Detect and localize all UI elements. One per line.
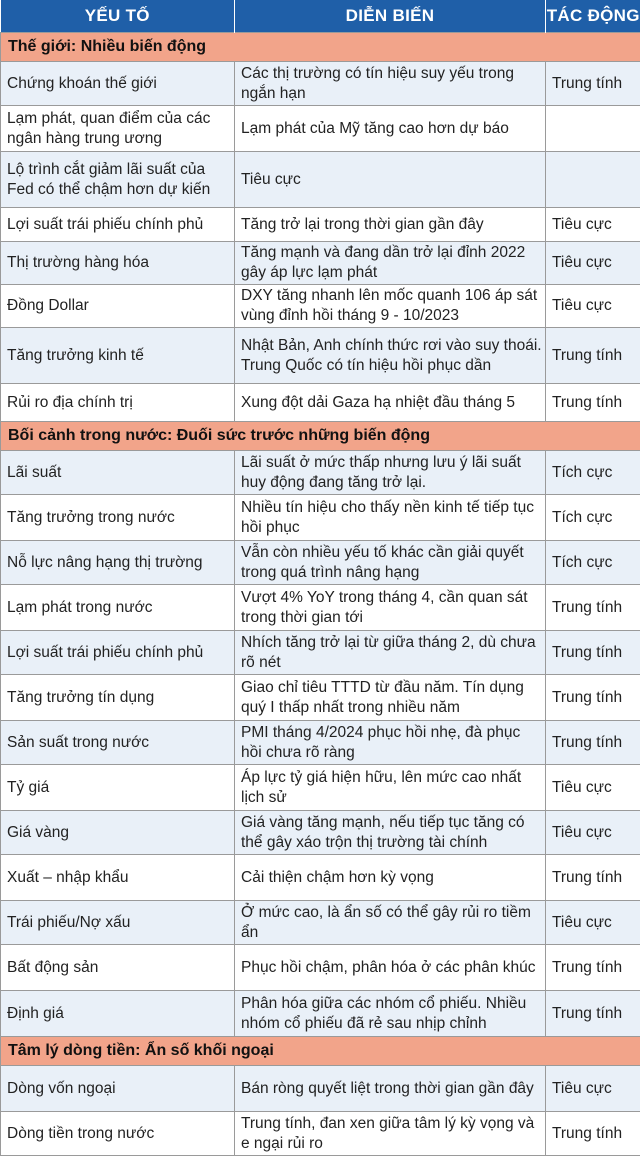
- cell-impact: Tiêu cực: [546, 1066, 640, 1112]
- header-impact: TÁC ĐỘNG: [546, 0, 640, 33]
- cell-impact: Tiêu cực: [546, 242, 640, 285]
- cell-factor: Lạm phát trong nước: [1, 585, 235, 631]
- section-header: [1, 422, 640, 451]
- cell-impact: [546, 152, 640, 208]
- table-row: [1, 451, 640, 495]
- cell-trend: Giá vàng tăng mạnh, nếu tiếp tục tăng có thể gây xáo trộn thị trường tài chính: [235, 811, 546, 855]
- cell-trend: Giao chỉ tiêu TTTD từ đầu năm. Tín dụng quý I thấp nhất trong nhiều năm: [235, 675, 546, 721]
- cell-factor: Trái phiếu/Nợ xấu: [1, 901, 235, 945]
- cell-factor: Bất động sản: [1, 945, 235, 991]
- table-row: [1, 855, 640, 901]
- table-row: [1, 285, 640, 328]
- cell-impact: Tiêu cực: [546, 208, 640, 242]
- cell-impact: Trung tính: [546, 675, 640, 721]
- cell-factor: Sản suất trong nước: [1, 721, 235, 765]
- cell-trend: Trung tính, đan xen giữa tâm lý kỳ vọng và e ngại rủi ro: [235, 1112, 546, 1156]
- table-row: [1, 328, 640, 384]
- cell-impact: Tích cực: [546, 451, 640, 495]
- table-header: [1, 0, 640, 33]
- cell-trend: Cải thiện chậm hơn kỳ vọng: [235, 855, 546, 901]
- cell-factor: Dòng vốn ngoại: [1, 1066, 235, 1112]
- cell-impact: Tiêu cực: [546, 901, 640, 945]
- table-row: [1, 541, 640, 585]
- cell-trend: Áp lực tỷ giá hiện hữu, lên mức cao nhất lịch sử: [235, 765, 546, 811]
- table-row: [1, 495, 640, 541]
- cell-impact: Tích cực: [546, 541, 640, 585]
- cell-trend: Ở mức cao, là ẩn số có thể gây rủi ro tiềm ẩn: [235, 901, 546, 945]
- section-title: Tâm lý dòng tiền: Ẩn số khối ngoại: [1, 1037, 640, 1066]
- table-row: [1, 1066, 640, 1112]
- cell-trend: Tăng trở lại trong thời gian gần đây: [235, 208, 546, 242]
- header-trend: DIỄN BIẾN: [235, 0, 546, 33]
- cell-trend: Tăng mạnh và đang dần trở lại đỉnh 2022 gây áp lực lạm phát: [235, 242, 546, 285]
- section-header: [1, 33, 640, 62]
- cell-impact: Trung tính: [546, 585, 640, 631]
- section-title: Bối cảnh trong nước: Đuối sức trước những biến động: [1, 422, 640, 451]
- table-row: [1, 62, 640, 106]
- table-row: [1, 152, 640, 208]
- table-row: [1, 901, 640, 945]
- table-body: [1, 33, 640, 1156]
- cell-trend: Vượt 4% YoY trong tháng 4, cần quan sát trong thời gian tới: [235, 585, 546, 631]
- cell-impact: Trung tính: [546, 62, 640, 106]
- cell-impact: Trung tính: [546, 1112, 640, 1156]
- table-row: [1, 765, 640, 811]
- cell-trend: Nhiều tín hiệu cho thấy nền kinh tế tiếp tục hồi phục: [235, 495, 546, 541]
- cell-impact: Trung tính: [546, 855, 640, 901]
- section-header: [1, 1037, 640, 1066]
- cell-factor: Lợi suất trái phiếu chính phủ: [1, 631, 235, 675]
- cell-impact: Tiêu cực: [546, 765, 640, 811]
- cell-factor: Giá vàng: [1, 811, 235, 855]
- section-title: Thế giới: Nhiều biến động: [1, 33, 640, 62]
- cell-factor: Tỷ giá: [1, 765, 235, 811]
- cell-factor: Tăng trưởng kinh tế: [1, 328, 235, 384]
- table-row: [1, 208, 640, 242]
- cell-trend: Các thị trường có tín hiệu suy yếu trong ngắn hạn: [235, 62, 546, 106]
- cell-impact: Trung tính: [546, 945, 640, 991]
- cell-factor: Lộ trình cắt giảm lãi suất của Fed có thể chậm hơn dự kiến: [1, 152, 235, 208]
- cell-trend: Phân hóa giữa các nhóm cổ phiếu. Nhiều nhóm cổ phiếu đã rẻ sau nhịp chỉnh: [235, 991, 546, 1037]
- cell-impact: Trung tính: [546, 721, 640, 765]
- table-row: [1, 811, 640, 855]
- cell-trend: Tiêu cực: [235, 152, 546, 208]
- table-row: [1, 242, 640, 285]
- cell-factor: Lãi suất: [1, 451, 235, 495]
- cell-trend: Lãi suất ở mức thấp nhưng lưu ý lãi suất huy động đang tăng trở lại.: [235, 451, 546, 495]
- cell-trend: PMI tháng 4/2024 phục hồi nhẹ, đà phục hồi chưa rõ ràng: [235, 721, 546, 765]
- cell-trend: Nhật Bản, Anh chính thức rơi vào suy thoái. Trung Quốc có tín hiệu hồi phục dần: [235, 328, 546, 384]
- cell-factor: Rủi ro địa chính trị: [1, 384, 235, 422]
- cell-factor: Định giá: [1, 991, 235, 1037]
- cell-trend: DXY tăng nhanh lên mốc quanh 106 áp sát vùng đỉnh hồi tháng 9 - 10/2023: [235, 285, 546, 328]
- table-row: [1, 945, 640, 991]
- cell-impact: Trung tính: [546, 328, 640, 384]
- cell-factor: Xuất – nhập khẩu: [1, 855, 235, 901]
- cell-factor: Tăng trưởng tín dụng: [1, 675, 235, 721]
- cell-factor: Dòng tiền trong nước: [1, 1112, 235, 1156]
- cell-trend: Nhích tăng trở lại từ giữa tháng 2, dù chưa rõ nét: [235, 631, 546, 675]
- table-row: [1, 106, 640, 152]
- cell-impact: Tiêu cực: [546, 811, 640, 855]
- cell-impact: Trung tính: [546, 384, 640, 422]
- cell-impact: Tích cực: [546, 495, 640, 541]
- table-row: [1, 631, 640, 675]
- cell-factor: Lạm phát, quan điểm của các ngân hàng trung ương: [1, 106, 235, 152]
- table-row: [1, 585, 640, 631]
- cell-impact: Trung tính: [546, 631, 640, 675]
- cell-trend: Phục hồi chậm, phân hóa ở các phân khúc: [235, 945, 546, 991]
- table-row: [1, 675, 640, 721]
- table-row: [1, 384, 640, 422]
- cell-factor: Lợi suất trái phiếu chính phủ: [1, 208, 235, 242]
- table-row: [1, 1112, 640, 1156]
- cell-factor: Nỗ lực nâng hạng thị trường: [1, 541, 235, 585]
- cell-impact: [546, 106, 640, 152]
- cell-trend: Xung đột dải Gaza hạ nhiệt đầu tháng 5: [235, 384, 546, 422]
- cell-factor: Thị trường hàng hóa: [1, 242, 235, 285]
- cell-factor: Tăng trưởng trong nước: [1, 495, 235, 541]
- cell-trend: Bán ròng quyết liệt trong thời gian gần đây: [235, 1066, 546, 1112]
- table-row: [1, 991, 640, 1037]
- cell-trend: Vẫn còn nhiều yếu tố khác cần giải quyết trong quá trình nâng hạng: [235, 541, 546, 585]
- cell-factor: Đồng Dollar: [1, 285, 235, 328]
- table-row: [1, 721, 640, 765]
- header-factor: YẾU TỐ: [1, 0, 235, 33]
- cell-trend: Lạm phát của Mỹ tăng cao hơn dự báo: [235, 106, 546, 152]
- cell-factor: Chứng khoán thế giới: [1, 62, 235, 106]
- cell-impact: Trung tính: [546, 991, 640, 1037]
- cell-impact: Tiêu cực: [546, 285, 640, 328]
